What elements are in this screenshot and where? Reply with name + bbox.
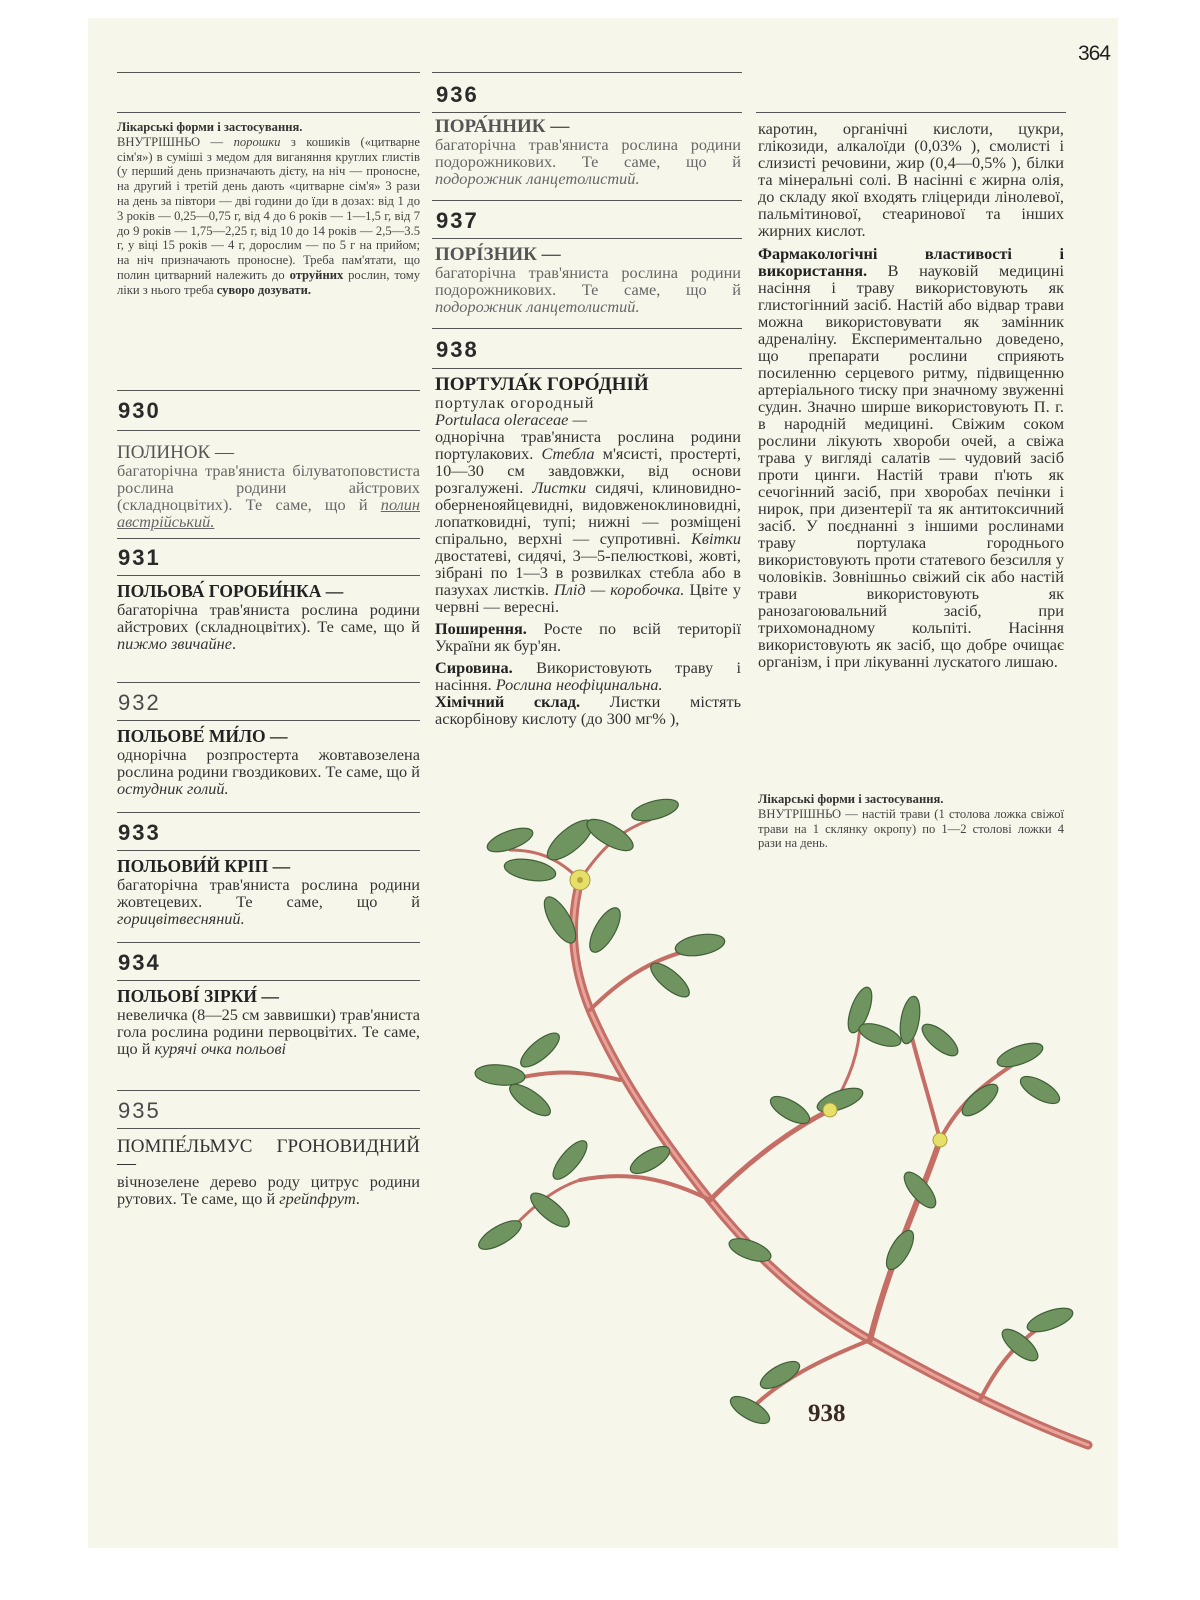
entry-930	[117, 444, 420, 530]
entry-italic: Квітки	[691, 529, 741, 548]
plant-leaf	[674, 931, 727, 959]
column-rule	[117, 850, 420, 851]
plant-flower	[570, 870, 947, 1147]
entry-text: багаторічна трав'яниста рослина родини подорожникових. Те саме, що й	[435, 135, 741, 171]
entry-title: ПОЛЬОВА́ ГОРОБИ́НКА —	[117, 581, 344, 601]
entry-number: 933	[118, 820, 161, 845]
entry-931	[117, 583, 420, 652]
entry-title: ПОЛЬОВІ́ ЗІРКИ́ —	[117, 986, 279, 1006]
column-rule	[432, 200, 742, 201]
column-rule	[117, 942, 420, 943]
column-rule	[756, 112, 1066, 113]
entry-number: 938	[436, 337, 479, 362]
entry-text: багаторічна трав'яниста рослина родини жовтецевих. Те саме, що й	[117, 875, 420, 911]
entry-title: ПОЛИНОК —	[117, 442, 234, 463]
entry-number: 932	[118, 690, 161, 715]
paragraph-label: Фармакологічні властивості і використання.	[758, 244, 1064, 280]
entry-italic: Рослина неофіцинальна.	[495, 675, 663, 694]
column-rule	[117, 812, 420, 813]
plant-leaf	[582, 813, 637, 856]
chemical-paragraph	[435, 693, 741, 727]
plant-leaf	[917, 1019, 962, 1061]
entry-italic: Стебла	[541, 444, 595, 463]
plant-leaf	[548, 1136, 593, 1184]
entry-text: багаторічна трав'яниста рослина родини айстрових (складноцвітих). Те саме, що й	[117, 600, 420, 636]
intro-bold: отруйних	[289, 267, 344, 282]
column-rule	[117, 390, 420, 391]
entry-number: 931	[118, 545, 161, 570]
plant-branch	[710, 1110, 830, 1200]
column-rule	[117, 980, 420, 981]
entry-text: м'ясисті, простерті, 10—30 см завдовжки, від основи розгалужені.	[435, 444, 741, 497]
entry-935	[117, 1138, 420, 1207]
entry-ref: горицвітвесняний.	[117, 909, 245, 928]
entry-text: Листки містять аскорбінову кислоту (до 300 мг% ),	[435, 692, 742, 728]
column-rule	[117, 1090, 420, 1091]
plant-leaf	[899, 1167, 941, 1212]
plant-leaf	[629, 795, 680, 825]
entry-text: однорічна трав'яниста рослина родини портулакових.	[435, 427, 741, 463]
plant-leaf	[994, 1038, 1045, 1071]
entry-title: ПОРІ́ЗНИК —	[435, 244, 561, 265]
plant-leaf	[881, 1226, 919, 1273]
intro-italic: порошки	[233, 134, 281, 149]
dosage-heading: Лікарські форми і застосування.	[758, 792, 944, 806]
plant-leaf	[856, 1019, 904, 1051]
entry-text: Цвіте у червні — вересні.	[435, 580, 741, 616]
entry-ref: остудник голий.	[117, 779, 229, 798]
intro-text: рослин, тому ліки з нього треба	[117, 267, 420, 297]
column-rule	[432, 112, 742, 113]
entry-933	[117, 858, 420, 927]
paragraph-label: Поширення.	[435, 619, 527, 638]
entry-tail: .	[355, 1189, 360, 1208]
column-rule	[117, 430, 420, 431]
entry-936	[435, 118, 741, 187]
plant-leaf	[1016, 1071, 1063, 1109]
entry-italic: Плід — коробочка.	[554, 580, 685, 599]
entry-text: багаторічна трав'яниста рослина родини подорожникових. Те саме, що й	[435, 263, 741, 299]
entry-title: ПОЛЬОВИ́Й КРІП —	[117, 856, 291, 876]
dosage-text: ВНУТРІШНЬО — настій трави (1 столова ложка свіжої трави на 1 склянку окропу) по 1—2 столові ложки 4 рази на день.	[758, 806, 1064, 851]
column-rule	[117, 538, 420, 539]
plant-leaf	[897, 995, 923, 1045]
intro-text: з кошиків («цитварне сім'я») в суміші з медом для виганяння круглих глистів (у перший день призначають дієту, на ніч — проносне, на другий і третій день дають «цитварне сім'я» 3 рази на день за півтори — дві години до їди в дозах: від 1 до 3 років — 0,25—0,75 г, від 4 до 6 років — 1—1,5 г, від 7 до 9 років — 1,75—2,25 г, від 10 до 14 років — 2,5—3.5 г, у віці 15 років — 4 г, дорослим — по 5 г на прийом; на ніч призначають проносне). Треба пам'ятати, що полин цитварний належить до	[117, 134, 420, 282]
entry-number: 935	[118, 1098, 161, 1123]
plant-leaf	[474, 1063, 526, 1087]
entry-ref: грейпфрут	[279, 1189, 356, 1208]
paragraph-label: Сировина.	[435, 658, 513, 677]
intro-text: ВНУТРІШНЬО —	[117, 134, 234, 149]
entry-number: 936	[436, 82, 479, 107]
plant-leaf	[766, 1091, 813, 1129]
column-rule	[117, 1128, 420, 1129]
entry-number: 937	[436, 208, 479, 233]
entry-title: ПОРТУЛА́К ГОРО́ДНІЙ	[435, 374, 649, 395]
entry-title: ПОЛЬОВЕ́ МИ́ЛО —	[117, 726, 288, 746]
column-rule	[432, 328, 742, 329]
column-rule	[432, 72, 742, 73]
page-number: 364	[1077, 42, 1110, 65]
entry-text: багаторічна трав'яниста білуватоповстиста рослина родини айстрових (складноцвітих). Те саме, що й	[117, 461, 420, 514]
entry-text: вічнозелене дерево роду цитрус родини рутових. Те саме, що й	[117, 1172, 420, 1208]
entry-tail: .	[231, 634, 237, 653]
entry-938	[435, 376, 741, 727]
plant-branch	[510, 1073, 620, 1081]
plant-leaf	[814, 1083, 865, 1116]
plant-leaf	[584, 903, 626, 956]
plate-number: 938	[808, 1400, 846, 1427]
column-rule	[117, 682, 420, 683]
plant-leaf	[646, 958, 694, 1003]
entry-text: В науковій медицині насіння і траву використовують як глистогінний засіб. Настій або відвар трави можна використовувати як замінник адреналіну. Експериментально доведено, що препарати рослини сприяють посиленню серцевого ритму, підвищенню артеріального тиску при значному звуженні судин. Значно ширше використовують П. г. в народній медицині. Свіжим соком рослини лікують хвороби очей, а свіжа трава у вигляді салатів — чудовий засіб проти цинги. Настій трави п'ють як сечогінний засіб, при хворобах печінки і нирок, при дизентерії та як антитоксичний засіб. У поєднанні з іншими рослинами траву портулака городнього використовують проти статевого безсилля у чоловіків. Зовнішньо свіжий сік або настій трави використовують як ранозагоювальний засіб, при трихомонадному кольпіті. Насіння використовують як засіб, що добре очищає організм, і при лікуванні лускатого лишаю.	[758, 261, 1064, 671]
paragraph-label: Хімічний склад.	[435, 692, 581, 711]
portulaca-illustration	[420, 780, 1120, 1540]
plant-leaf	[626, 1141, 673, 1179]
plant-leaf	[503, 856, 558, 885]
russian-name: портулак огородный	[435, 393, 595, 412]
entry-text: Використовують траву і насіння.	[435, 658, 741, 694]
entry-italic: Листки	[532, 478, 587, 497]
plant-leaf	[475, 1215, 526, 1255]
entry-text: невеличка (8—25 см заввишки) трав'яниста гола рослина родини первоцвітих. Те саме, що й	[117, 1005, 420, 1058]
entry-ref: пижмо звичайне	[117, 634, 232, 653]
entry-934	[117, 988, 420, 1057]
distribution-paragraph	[435, 620, 741, 654]
entry-ref: подорожник ланцетолистий.	[435, 169, 640, 188]
entry-title: ПОМПЕ́ЛЬМУС ГРОНОВИДНИЙ —	[117, 1136, 420, 1174]
column-rule	[117, 720, 420, 721]
entry-number: 934	[118, 950, 161, 975]
entry-title: ПОРА́ННИК —	[435, 116, 570, 137]
chemical-continued: каротин, органічні кислоти, цукри, глікозиди, алкалоїди (0,03% ), смолисті і слизисті речовини, жир (0,4—0,5% ), білки та мінеральні солі. В насінні є жирна олія, до складу якої входять гліцериди лінолевої, пальмітинової, стеаринової та інших жирних кислот.	[758, 119, 1064, 240]
column-rule	[117, 72, 420, 73]
raw-material-paragraph	[435, 659, 741, 693]
entry-ref: подорожник ланцетолистий.	[435, 297, 640, 316]
plant-leaf	[1024, 1303, 1075, 1336]
entry-text: двостатеві, сидячі, 3—5-пелюсткові, жовті, зібрані по 1—3 в розвилках стебла або в пазухах листків.	[435, 546, 741, 599]
entry-ref: курячі очка польові	[154, 1039, 287, 1058]
entry-number: 930	[118, 398, 161, 423]
col3-block	[758, 120, 1064, 670]
plant-leaf	[505, 1079, 555, 1121]
plant-leaf	[516, 1028, 564, 1073]
entry-text: Росте по всій території України як бур'ян.	[435, 619, 741, 655]
plant-leaf	[957, 1079, 1002, 1121]
entry-937	[435, 246, 741, 315]
entry-ref: полин австрійський.	[117, 495, 420, 531]
column-rule	[117, 112, 420, 113]
entry-text: однорічна розпростерта жовтавозелена рослина родини гвоздикових. Те саме, що й	[117, 745, 420, 781]
entry-932	[117, 728, 420, 797]
column-rule	[432, 368, 742, 369]
column-rule	[432, 238, 742, 239]
column-rule	[117, 575, 420, 576]
plant-leaf	[726, 1234, 774, 1266]
intro-bold: суворо дозувати.	[216, 282, 311, 297]
intro-block	[117, 120, 420, 298]
entry-text: сидячі, клиновидно-оберненояйцевидні, видовженоклиновидні, лопатковидні, тупі; нижні — розміщені спірально, верхні — супротивні.	[435, 478, 741, 548]
intro-heading: Лікарські форми і застосування.	[117, 120, 303, 134]
latin-name: Portulaca oleraceae —	[435, 410, 587, 429]
pharmacology-paragraph	[758, 245, 1064, 670]
